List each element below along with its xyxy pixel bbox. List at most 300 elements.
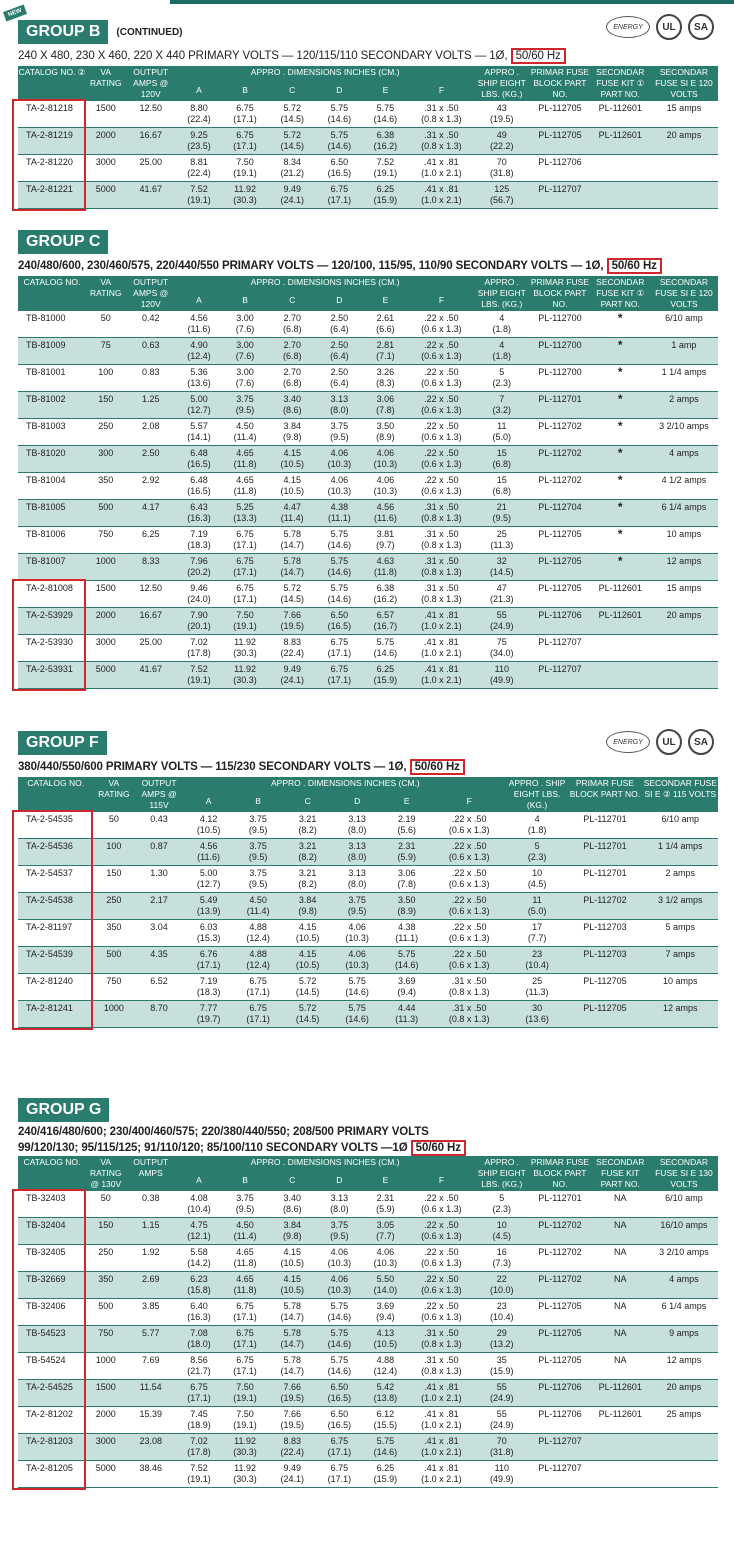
value-metric: (9.8) (282, 1231, 302, 1241)
dimension-cell (283, 893, 333, 920)
fuse-kit-part: NA (591, 1299, 650, 1326)
value: 2.70 (283, 340, 301, 350)
dimension-cell (222, 155, 268, 182)
dimension-cell (176, 155, 222, 182)
dimension-cell (431, 839, 506, 866)
value-metric: (24.9) (490, 621, 514, 631)
dimension-cell (382, 947, 432, 974)
value-metric: (10.4) (490, 1312, 514, 1322)
value-metric: (10.5) (295, 960, 320, 970)
value-metric: (6.4) (330, 324, 349, 334)
group-subtitle: 380/440/550/600 PRIMARY VOLTS — 115/230 SECONDARY VOLTS — 1Ø, 50/60 Hz (18, 759, 718, 775)
value: 4.65 (236, 448, 254, 458)
value-metric: (14.6) (327, 114, 352, 124)
fuse-size: 20 amps (650, 128, 718, 155)
fuse-kit-part (591, 155, 650, 182)
ship-weight-cell (474, 1434, 529, 1461)
dimension-cell (362, 635, 408, 662)
fuse-block-part: PL-112704 (529, 500, 590, 527)
hz-highlight: 50/60 Hz (511, 48, 566, 64)
value: 4.65 (236, 1274, 254, 1284)
value-metric: (10.3) (345, 960, 369, 970)
value: 11.92 (234, 1463, 256, 1473)
value: 4.56 (190, 313, 208, 323)
value: 15 (496, 475, 507, 485)
value: 7.08 (190, 1328, 208, 1338)
dimension-cell (222, 311, 268, 338)
value: 3.84 (283, 421, 301, 431)
value-metric: (11.4) (280, 513, 304, 523)
fuse-size: 6 1/4 amps (650, 500, 718, 527)
value: 5.72 (298, 976, 317, 986)
dimension-cell (362, 1461, 408, 1488)
dimension-cell (176, 1434, 222, 1461)
value: 11.92 (234, 637, 256, 647)
value: .22 x .50 (424, 313, 459, 323)
value-metric: (5.9) (376, 1204, 395, 1214)
hz-highlight: 50/60 Hz (607, 258, 662, 274)
fuse-kit-part: NA (591, 1353, 650, 1380)
header-dim-col: E (382, 795, 432, 813)
value: 5.36 (190, 367, 208, 377)
top-accent-strip (170, 0, 734, 4)
value: 6.75 (190, 1382, 208, 1392)
dimension-cell (176, 554, 222, 581)
value-metric: (1.0 x 2.1) (421, 195, 462, 205)
output-amps: 8.33 (126, 554, 176, 581)
value-metric: (10.5) (280, 1258, 304, 1268)
value: 3.75 (348, 895, 366, 905)
fuse-block-part: PL-112705 (529, 101, 590, 128)
dimension-cell (408, 101, 474, 128)
value: 6.75 (236, 1301, 254, 1311)
value-metric: (11.8) (233, 486, 257, 496)
header-va: VA RATING (86, 66, 125, 101)
value: 11.92 (234, 664, 256, 674)
value-metric: (8.0) (347, 879, 367, 889)
value: 3.26 (376, 367, 395, 377)
catalog-number: TB-32403 (18, 1191, 86, 1218)
group-subtitle-2: 99/120/130; 95/115/125; 91/110/120; 85/100/110 SECONDARY VOLTS —1Ø 50/60 Hz (18, 1140, 718, 1156)
value-metric: (9.5) (492, 513, 512, 523)
dimension-cell (362, 1191, 408, 1218)
table-row (18, 311, 718, 338)
fuse-block-part: PL-112700 (529, 365, 590, 392)
value: 5.58 (190, 1247, 208, 1257)
fuse-block-part: PL-112706 (529, 608, 590, 635)
table-row (18, 500, 718, 527)
dimension-cell (408, 635, 474, 662)
value-metric: (6.8) (282, 378, 302, 388)
catalog-number: TA-2-54525 (18, 1380, 86, 1407)
catalog-number: TB-32405 (18, 1245, 86, 1272)
value-metric: (31.8) (490, 1447, 514, 1457)
dimension-cell (268, 1218, 316, 1245)
dimension-cell (268, 101, 316, 128)
value-metric: (13.3) (233, 513, 257, 523)
dimension-cell (184, 893, 234, 920)
value-metric: (17.1) (327, 195, 352, 205)
value-metric: (30.3) (233, 1474, 257, 1484)
value: 4.15 (298, 949, 317, 959)
value-metric: (19.1) (233, 1420, 257, 1430)
output-amps: 1.92 (126, 1245, 176, 1272)
value: 7.90 (190, 610, 208, 620)
dimension-cell (222, 1353, 268, 1380)
catalog-number: TA-2-53929 (18, 608, 86, 635)
value: .22 x .50 (424, 421, 459, 431)
value: 7.66 (283, 1382, 301, 1392)
dimension-cell (184, 920, 234, 947)
value-metric: (19.1) (187, 675, 211, 685)
value-metric: (7.1) (376, 351, 395, 361)
catalog-number: TA-2-53931 (18, 662, 86, 689)
value: .41 x .81 (424, 637, 459, 647)
dimension-cell (268, 182, 316, 209)
dimension-cell (316, 446, 362, 473)
energy-logo-icon: ENERGY (606, 731, 650, 753)
va-rating: 250 (93, 893, 134, 920)
value: 6.43 (190, 502, 208, 512)
value-metric: (8.2) (298, 852, 317, 862)
value: 6.75 (249, 976, 267, 986)
value: 30 (532, 1003, 543, 1013)
output-amps: 0.83 (126, 365, 176, 392)
dimension-cell (316, 392, 362, 419)
value: 110 (494, 664, 509, 674)
table-row (18, 947, 718, 974)
dimension-cell (222, 392, 268, 419)
output-amps: 0.87 (134, 839, 184, 866)
fuse-block-part: PL-112707 (529, 182, 590, 209)
dimension-cell (222, 1218, 268, 1245)
header-fuse_kit: SECONDAR FUSE KIT ① PART NO. (591, 276, 650, 311)
catalog-number: TB-81000 (18, 311, 86, 338)
hz-highlight: 50/60 Hz (411, 1140, 466, 1156)
value: 4.06 (330, 475, 349, 485)
header-fuse_block: PRIMAR FUSE BLOCK PART NO. (530, 1157, 589, 1189)
dimension-cell (316, 1272, 362, 1299)
dimension-cell (268, 155, 316, 182)
output-amps: 1.30 (134, 866, 184, 893)
value-metric: (18.9) (187, 1420, 211, 1430)
va-rating: 5000 (86, 182, 125, 209)
dimension-cell (176, 338, 222, 365)
table-row (18, 392, 718, 419)
value-metric: (21.7) (187, 1366, 211, 1376)
value-metric: (6.8) (492, 459, 512, 469)
value: .31 x .50 (424, 130, 459, 140)
catalog-number: TB-81009 (18, 338, 86, 365)
value: 9.49 (283, 1463, 301, 1473)
dimension-cell (431, 947, 506, 974)
value-metric: (0.6 x 1.3) (421, 459, 462, 469)
value-metric: (6.8) (282, 351, 302, 361)
table-row (18, 419, 718, 446)
dimension-cell (362, 338, 408, 365)
dimension-cell (176, 662, 222, 689)
value-metric: (11.4) (233, 1231, 257, 1241)
value: 5.00 (190, 394, 208, 404)
value: 8.81 (190, 157, 208, 167)
value: 4.88 (249, 949, 267, 959)
value: 8.56 (190, 1355, 208, 1365)
dimension-cell (176, 128, 222, 155)
value-metric: (7.6) (235, 351, 255, 361)
catalog-number: TA-2-81219 (18, 128, 86, 155)
value: 2.50 (330, 340, 349, 350)
output-amps: 6.25 (126, 527, 176, 554)
value: 55 (496, 1382, 507, 1392)
value: 3.75 (236, 1193, 254, 1203)
value: 6.75 (249, 1003, 267, 1013)
value: 7.50 (236, 157, 254, 167)
catalog-number: TA-2-81205 (18, 1461, 86, 1488)
dimension-cell (316, 1218, 362, 1245)
dimension-cell (268, 1353, 316, 1380)
value-metric: (0.6 x 1.3) (421, 486, 462, 496)
va-rating: 3000 (86, 1434, 125, 1461)
value: 4.47 (283, 502, 301, 512)
value-metric: (16.7) (373, 621, 398, 631)
header-dim-col: A (176, 84, 222, 102)
value-metric: (9.5) (235, 405, 255, 415)
dimension-cell (362, 1407, 408, 1434)
value-metric: (1.0 x 2.1) (421, 675, 462, 685)
output-amps: 0.42 (126, 311, 176, 338)
value-metric: (0.8 x 1.3) (448, 1014, 490, 1024)
spec-table (18, 276, 718, 689)
va-rating: 500 (93, 947, 134, 974)
header-ship: APPRO . SHIP EIGHT LBS. (KG.) (474, 66, 529, 101)
value: 3.75 (249, 814, 267, 824)
value: 4 (534, 814, 540, 824)
catalog-number: TA-2-54537 (18, 866, 93, 893)
va-rating: 75 (86, 338, 125, 365)
fuse-kit-part: NA (591, 1326, 650, 1353)
ship-weight-cell (507, 947, 567, 974)
value: .22 x .50 (451, 868, 487, 878)
value: 6.75 (330, 184, 349, 194)
value-metric: (49.9) (490, 1474, 514, 1484)
table-row (18, 155, 718, 182)
dimension-cell (283, 1001, 333, 1028)
value: 6.50 (330, 157, 349, 167)
value-metric: (0.6 x 1.3) (448, 852, 490, 862)
value: 4.06 (348, 949, 366, 959)
group-subtitle: 240 X 480, 230 X 460, 220 X 440 PRIMARY VOLTS — 120/115/110 SECONDARY VOLTS — 1Ø, 50/60 Hz (18, 48, 718, 64)
dimension-cell (431, 1001, 506, 1028)
value: 6.03 (199, 922, 218, 932)
dimension-cell (408, 338, 474, 365)
group-subtitle: 240/416/480/600; 230/400/460/575; 220/380/440/550; 208/500 PRIMARY VOLTS (18, 1126, 429, 1138)
catalog-number: TA-2-81220 (18, 155, 86, 182)
fuse-size (650, 182, 718, 209)
fuse-size: 12 amps (643, 1001, 718, 1028)
table-row (18, 1461, 718, 1488)
value: 3.13 (348, 868, 366, 878)
fuse-size (650, 635, 718, 662)
value-metric: (0.8 x 1.3) (421, 141, 462, 151)
dimension-cell (408, 392, 474, 419)
dimension-cell (176, 1245, 222, 1272)
certification-logos (606, 729, 714, 755)
group-g-section (18, 1098, 718, 1488)
ship-weight-cell (507, 839, 567, 866)
dimension-cell (268, 338, 316, 365)
fuse-size: 5 amps (643, 920, 718, 947)
value: 4.38 (397, 922, 416, 932)
value-metric: (2.3) (527, 852, 547, 862)
header-dim-col: F (431, 795, 506, 813)
header-dim-col: C (268, 1174, 316, 1192)
ship-weight-cell (474, 527, 529, 554)
value: 6.50 (330, 1382, 349, 1392)
fuse-kit-part: * (591, 338, 650, 365)
va-rating: 100 (93, 839, 134, 866)
value: 23 (532, 949, 543, 959)
dimension-cell (268, 527, 316, 554)
value: 25 (532, 976, 543, 986)
value-metric: (22.4) (280, 648, 304, 658)
dimension-cell (362, 527, 408, 554)
value: .31 x .50 (451, 1003, 487, 1013)
output-amps: 16.67 (126, 608, 176, 635)
value: 2.61 (376, 313, 395, 323)
value: 5.78 (283, 1301, 301, 1311)
value: 6.38 (376, 583, 395, 593)
catalog-number: TA-2-81203 (18, 1434, 86, 1461)
value: 4.38 (330, 502, 349, 512)
value: 3.05 (376, 1220, 395, 1230)
fuse-size: 25 amps (650, 1407, 718, 1434)
value: 6.12 (376, 1409, 395, 1419)
value-metric: (0.6 x 1.3) (421, 432, 462, 442)
value: 6.75 (330, 664, 349, 674)
ship-weight-cell (474, 1461, 529, 1488)
value-metric: (5.0) (527, 906, 547, 916)
dimension-cell (332, 920, 382, 947)
dimension-cell (176, 1326, 222, 1353)
value: .41 x .81 (424, 610, 459, 620)
value-metric: (14.6) (345, 1014, 369, 1024)
fuse-size: 6/10 amp (650, 1191, 718, 1218)
table-row (18, 608, 718, 635)
dimension-cell (408, 608, 474, 635)
dimension-cell (268, 1299, 316, 1326)
dimension-cell (316, 1434, 362, 1461)
ship-weight-cell (474, 419, 529, 446)
value: 5.75 (330, 556, 349, 566)
dimension-cell (222, 1407, 268, 1434)
dimension-cell (316, 581, 362, 608)
value-metric: (13.6) (525, 1014, 549, 1024)
value-metric: (30.3) (233, 195, 257, 205)
value-metric: (10.0) (490, 1285, 514, 1295)
table-row (18, 974, 718, 1001)
value: 9.49 (283, 664, 301, 674)
header-dims: APPRO . DIMENSIONS INCHES (CM.) (184, 777, 507, 795)
output-amps: 4.17 (126, 500, 176, 527)
value: 4.50 (236, 1220, 254, 1230)
va-rating: 5000 (86, 662, 125, 689)
dimension-cell (408, 446, 474, 473)
highlight-outline (12, 1189, 86, 1490)
fuse-kit-part (591, 635, 650, 662)
dimension-cell (222, 182, 268, 209)
value-metric: (14.6) (327, 1339, 352, 1349)
value-metric: (2.3) (492, 1204, 512, 1214)
value: 5.25 (236, 502, 254, 512)
value: 2.19 (397, 814, 416, 824)
dimension-cell (316, 128, 362, 155)
va-rating: 150 (93, 866, 134, 893)
value: .31 x .50 (424, 556, 459, 566)
header-dim-col: D (316, 1174, 362, 1192)
value: 3.69 (376, 1301, 395, 1311)
value: 4.15 (283, 1274, 301, 1284)
dimension-cell (222, 128, 268, 155)
value: 7.45 (190, 1409, 208, 1419)
header-dim-col: D (316, 294, 362, 312)
ship-weight-cell (507, 812, 567, 839)
value-metric: (0.6 x 1.3) (448, 933, 490, 943)
value-metric: (0.6 x 1.3) (421, 1204, 462, 1214)
dimension-cell (222, 1380, 268, 1407)
value-metric: (14.5) (295, 987, 320, 997)
dimension-cell (184, 947, 234, 974)
value-metric: (9.7) (376, 540, 395, 550)
value: 3.21 (298, 814, 317, 824)
output-amps: 0.63 (126, 338, 176, 365)
header-row (18, 276, 718, 294)
value-metric: (14.7) (280, 1312, 304, 1322)
value-metric: (9.5) (330, 1231, 349, 1241)
catalog-number: TB-32669 (18, 1272, 86, 1299)
table-row (18, 1272, 718, 1299)
value-metric: (17.1) (196, 960, 221, 970)
fuse-size: 4 1/2 amps (650, 473, 718, 500)
dimension-cell (184, 974, 234, 1001)
dimension-cell (176, 182, 222, 209)
value-metric: (19.5) (280, 1420, 304, 1430)
value-metric: (8.0) (330, 405, 349, 415)
dimension-cell (268, 662, 316, 689)
header-fuse_block: PRIMAR FUSE BLOCK PART NO. (567, 777, 642, 812)
fuse-size: 3 1/2 amps (643, 893, 718, 920)
dimension-cell (362, 1218, 408, 1245)
value-metric: (0.6 x 1.3) (421, 1312, 462, 1322)
header-dim-col: A (176, 294, 222, 312)
dimension-cell (268, 608, 316, 635)
fuse-kit-part: PL-112601 (591, 581, 650, 608)
value: 3.06 (397, 868, 416, 878)
value-metric: (12.4) (246, 960, 270, 970)
va-rating: 500 (86, 500, 125, 527)
value-metric: (7.3) (492, 1258, 512, 1268)
value-metric: (14.5) (490, 567, 514, 577)
va-rating: 100 (86, 365, 125, 392)
value-metric: (6.4) (330, 351, 349, 361)
value-metric: (15.5) (373, 1420, 398, 1430)
fuse-size: 1 1/4 amps (643, 839, 718, 866)
value-metric: (6.8) (282, 324, 302, 334)
value-metric: (56.7) (490, 195, 514, 205)
value: 43 (496, 103, 507, 113)
value-metric: (14.7) (280, 1339, 304, 1349)
value: 2.31 (397, 841, 416, 851)
value-metric: (12.4) (246, 933, 270, 943)
